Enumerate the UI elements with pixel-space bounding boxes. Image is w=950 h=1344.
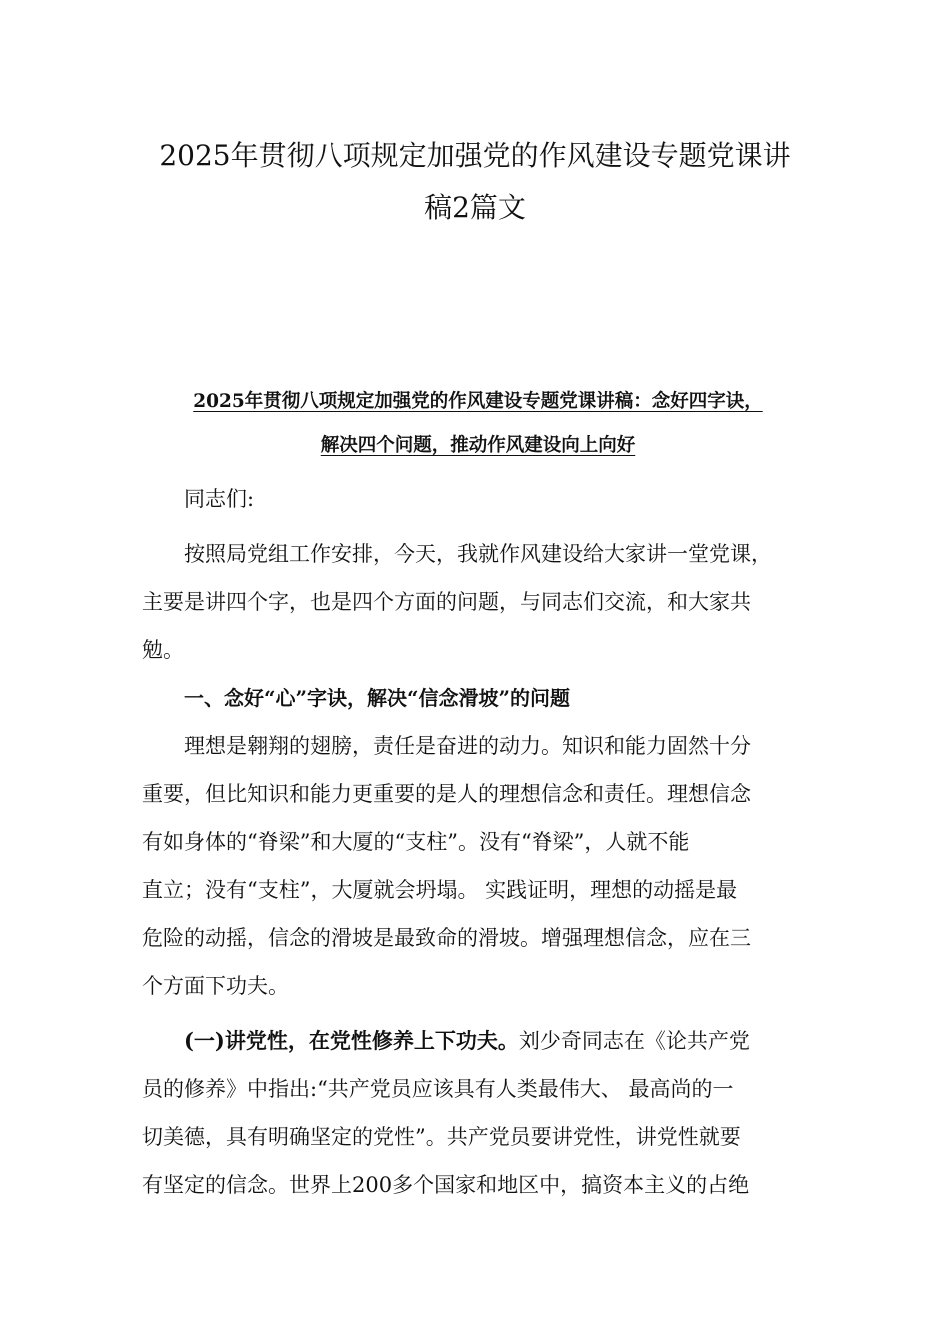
salutation: 同志们: bbox=[184, 487, 255, 511]
article-heading-line: 解决四个问题，推动作风建设向上向好 bbox=[320, 435, 636, 456]
paragraph-line: 切美德，具有明确坚定的党性”。共产党员要讲党性，讲党性就要 bbox=[142, 1125, 741, 1149]
intro-paragraph bbox=[142, 530, 814, 674]
document-title bbox=[90, 130, 860, 234]
paragraph-line: 按照局党组工作安排，今天，我就作风建设给大家讲一堂党课， bbox=[184, 542, 772, 566]
article-heading-line: 2025年贯彻八项规定加强党的作风建设专题党课讲稿：念好四字诀， bbox=[193, 391, 763, 412]
subsection1-paragraph bbox=[142, 1017, 814, 1209]
paragraph-line: 危险的动摇，信念的滑坡是最致命的滑坡。增强理想信念，应在三 bbox=[142, 926, 751, 950]
paragraph-line: 勉。 bbox=[142, 638, 184, 662]
paragraph-line: 重要，但比知识和能力更重要的是人的理想信念和责任。理想信念 bbox=[142, 782, 751, 806]
section-heading: 一、念好“心”字诀，解决“信念滑坡”的问题 bbox=[184, 686, 571, 710]
paragraph-line: 有如身体的“脊梁”和大厦的“支柱”。没有“脊梁”，人就不能 bbox=[142, 830, 690, 854]
paragraph-line: 直立；没有“支柱”，大厦就会坍塌。 实践证明，理想的动摇是最 bbox=[142, 878, 738, 902]
subsection-heading: (一)讲党性，在党性修养上下功夫。 bbox=[184, 1028, 519, 1053]
paragraph-text: 刘少奇同志在《论共产党 bbox=[518, 1029, 750, 1053]
document-title-line: 稿2篇文 bbox=[424, 191, 526, 224]
article-body bbox=[142, 380, 814, 1209]
paragraph-line: 理想是翱翔的翅膀，责任是奋进的动力。知识和能力固然十分 bbox=[184, 734, 751, 758]
paragraph-line: 个方面下功夫。 bbox=[142, 974, 289, 998]
paragraph-line: 主要是讲四个字，也是四个方面的问题，与同志们交流，和大家共 bbox=[142, 590, 751, 614]
paragraph-line: 有坚定的信念。世界上200多个国家和地区中，搞资本主义的占绝 bbox=[142, 1173, 750, 1197]
paragraph-line: 员的修养》中指出:“共产党员应该具有人类最伟大、 最高尚的一 bbox=[142, 1077, 734, 1101]
paragraph-line bbox=[142, 1017, 814, 1065]
section1-paragraph bbox=[142, 722, 814, 1010]
article-heading bbox=[142, 380, 814, 468]
document-title-line: 2025年贯彻八项规定加强党的作风建设专题党课讲 bbox=[159, 139, 791, 172]
